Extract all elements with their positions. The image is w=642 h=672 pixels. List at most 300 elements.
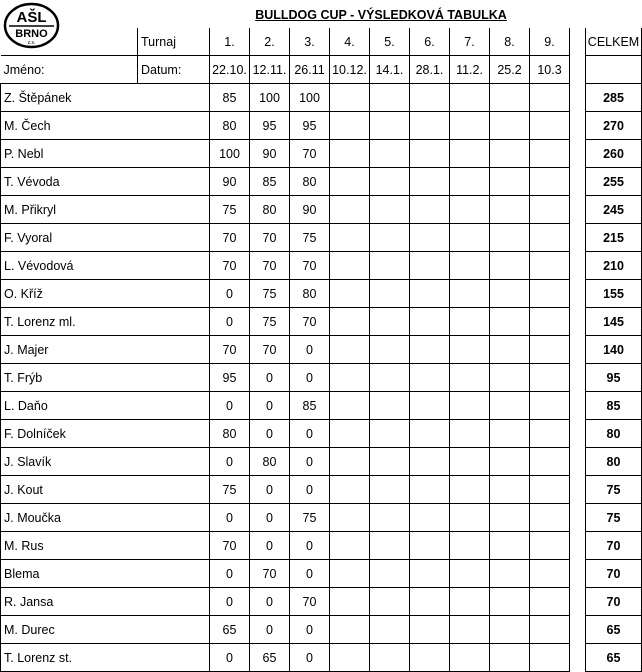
score-cell (530, 448, 570, 476)
score-cell (410, 392, 450, 420)
total-cell: 260 (586, 140, 642, 168)
score-cell: 80 (210, 112, 250, 140)
score-cell: 75 (250, 280, 290, 308)
blank-cell (138, 588, 210, 616)
score-cell (490, 392, 530, 420)
score-cell: 0 (210, 308, 250, 336)
score-cell (490, 84, 530, 112)
blank-cell (138, 616, 210, 644)
blank-cell (138, 420, 210, 448)
score-cell (490, 532, 530, 560)
score-cell (370, 588, 410, 616)
player-name: J. Moučka (1, 504, 138, 532)
score-cell (530, 252, 570, 280)
table-row (1, 644, 642, 672)
table-row (1, 532, 642, 560)
score-cell: 95 (210, 364, 250, 392)
total-cell: 210 (586, 252, 642, 280)
score-cell: 0 (290, 560, 330, 588)
player-name: M. Přikryl (1, 196, 138, 224)
score-cell: 0 (290, 448, 330, 476)
player-name: O. Kříž (1, 280, 138, 308)
header-row-rounds (1, 28, 642, 56)
spacer-cell (570, 616, 586, 644)
total-cell: 145 (586, 308, 642, 336)
spacer-cell (570, 448, 586, 476)
score-cell (450, 392, 490, 420)
score-cell (530, 532, 570, 560)
score-cell (490, 420, 530, 448)
total-cell: 255 (586, 168, 642, 196)
score-cell: 0 (210, 280, 250, 308)
table-row (1, 364, 642, 392)
score-cell: 0 (290, 476, 330, 504)
table-row (1, 308, 642, 336)
score-cell (450, 644, 490, 672)
date-header: 26.11 (290, 56, 330, 84)
score-cell: 0 (290, 532, 330, 560)
player-name: J. Kout (1, 476, 138, 504)
spacer-cell (570, 168, 586, 196)
score-cell (410, 308, 450, 336)
score-cell: 80 (250, 196, 290, 224)
score-cell (450, 280, 490, 308)
player-name: J. Majer (1, 336, 138, 364)
score-cell: 100 (210, 140, 250, 168)
player-name: F. Vyoral (1, 224, 138, 252)
score-cell: 0 (210, 588, 250, 616)
score-cell (490, 112, 530, 140)
score-cell: 70 (290, 252, 330, 280)
table-row (1, 336, 642, 364)
score-cell (490, 364, 530, 392)
score-cell (450, 476, 490, 504)
score-cell (330, 448, 370, 476)
score-cell (330, 560, 370, 588)
score-cell (450, 448, 490, 476)
date-header: 10.12. (330, 56, 370, 84)
score-cell (530, 196, 570, 224)
round-header: 5. (370, 28, 410, 56)
player-name: R. Jansa (1, 588, 138, 616)
score-cell (410, 616, 450, 644)
score-cell: 100 (290, 84, 330, 112)
score-cell (370, 448, 410, 476)
score-cell: 0 (250, 364, 290, 392)
spacer-cell (570, 224, 586, 252)
spacer-cell (570, 308, 586, 336)
player-name: M. Čech (1, 112, 138, 140)
score-cell: 70 (210, 336, 250, 364)
blank-cell (138, 532, 210, 560)
celkem-blank (586, 56, 642, 84)
score-cell (530, 280, 570, 308)
spacer-cell (570, 644, 586, 672)
score-cell (370, 140, 410, 168)
round-header: 2. (250, 28, 290, 56)
table-row (1, 560, 642, 588)
total-cell: 80 (586, 448, 642, 476)
score-cell: 95 (290, 112, 330, 140)
score-cell: 85 (210, 84, 250, 112)
score-cell: 0 (250, 532, 290, 560)
score-cell (530, 308, 570, 336)
score-cell: 0 (250, 588, 290, 616)
score-cell (370, 532, 410, 560)
score-cell (450, 308, 490, 336)
score-cell (410, 252, 450, 280)
score-cell (410, 336, 450, 364)
round-header: 9. (530, 28, 570, 56)
round-header: 3. (290, 28, 330, 56)
score-cell: 70 (290, 140, 330, 168)
score-cell (330, 644, 370, 672)
score-cell (410, 224, 450, 252)
score-cell: 65 (210, 616, 250, 644)
score-cell (330, 532, 370, 560)
score-cell (410, 448, 450, 476)
score-cell (450, 560, 490, 588)
score-cell: 90 (210, 168, 250, 196)
score-cell (490, 280, 530, 308)
score-cell (410, 560, 450, 588)
spacer-cell (570, 504, 586, 532)
page-title: BULLDOG CUP - VÝSLEDKOVÁ TABULKA (255, 8, 507, 22)
score-cell (490, 448, 530, 476)
total-cell: 85 (586, 392, 642, 420)
score-cell (490, 168, 530, 196)
spacer-cell (570, 84, 586, 112)
score-cell (530, 560, 570, 588)
blank-cell (138, 336, 210, 364)
total-cell: 70 (586, 560, 642, 588)
blank-cell (138, 448, 210, 476)
player-name: Blema (1, 560, 138, 588)
score-cell: 95 (250, 112, 290, 140)
score-cell (330, 616, 370, 644)
score-cell: 0 (290, 336, 330, 364)
score-cell: 70 (290, 308, 330, 336)
score-cell: 0 (210, 644, 250, 672)
celkem-header: CELKEM (586, 28, 642, 56)
score-cell (530, 364, 570, 392)
blank-cell (138, 308, 210, 336)
score-cell: 0 (250, 476, 290, 504)
score-cell (370, 168, 410, 196)
score-cell: 70 (210, 224, 250, 252)
score-cell (450, 504, 490, 532)
blank-cell (138, 364, 210, 392)
table-row (1, 280, 642, 308)
total-cell: 140 (586, 336, 642, 364)
player-name: T. Frýb (1, 364, 138, 392)
score-cell (410, 504, 450, 532)
blank-cell (138, 504, 210, 532)
score-cell (370, 308, 410, 336)
blank-cell (138, 280, 210, 308)
score-cell (490, 476, 530, 504)
table-row (1, 504, 642, 532)
score-cell (330, 196, 370, 224)
blank-cell (138, 84, 210, 112)
score-cell: 0 (210, 392, 250, 420)
score-cell (490, 560, 530, 588)
score-cell: 80 (290, 280, 330, 308)
score-cell (370, 84, 410, 112)
score-cell: 70 (250, 336, 290, 364)
blank-cell (138, 168, 210, 196)
score-cell (450, 588, 490, 616)
blank-cell (138, 252, 210, 280)
score-cell (330, 168, 370, 196)
spacer-cell (570, 280, 586, 308)
blank-cell (138, 560, 210, 588)
score-cell (490, 196, 530, 224)
score-cell (490, 644, 530, 672)
score-cell (370, 476, 410, 504)
player-name: T. Lorenz st. (1, 644, 138, 672)
score-cell (330, 224, 370, 252)
score-cell: 70 (250, 252, 290, 280)
score-cell (330, 588, 370, 616)
table-row (1, 252, 642, 280)
score-cell (370, 224, 410, 252)
score-cell (370, 560, 410, 588)
score-cell (530, 588, 570, 616)
score-cell (530, 336, 570, 364)
score-cell: 90 (250, 140, 290, 168)
score-cell (410, 532, 450, 560)
total-cell: 65 (586, 616, 642, 644)
score-cell: 75 (210, 476, 250, 504)
score-cell (330, 392, 370, 420)
score-cell (330, 420, 370, 448)
round-header: 6. (410, 28, 450, 56)
turnaj-label: Turnaj (138, 28, 210, 56)
total-cell: 70 (586, 588, 642, 616)
blank-cell (138, 476, 210, 504)
score-cell (450, 196, 490, 224)
spacer-cell (570, 140, 586, 168)
score-cell (530, 84, 570, 112)
score-cell: 0 (250, 420, 290, 448)
table-row (1, 196, 642, 224)
jmeno-label: Jméno: (1, 56, 138, 84)
score-cell (530, 616, 570, 644)
score-cell: 70 (250, 224, 290, 252)
date-header: 10.3 (530, 56, 570, 84)
score-cell (410, 196, 450, 224)
score-cell (450, 616, 490, 644)
round-header: 4. (330, 28, 370, 56)
score-cell (370, 420, 410, 448)
score-cell (490, 616, 530, 644)
score-cell (530, 420, 570, 448)
logo-text-zs: z.s. (27, 40, 36, 46)
score-cell (530, 140, 570, 168)
score-cell (450, 336, 490, 364)
spacer-cell (570, 392, 586, 420)
score-cell (410, 588, 450, 616)
score-cell: 80 (210, 420, 250, 448)
table-row (1, 420, 642, 448)
score-cell (530, 168, 570, 196)
score-cell (410, 364, 450, 392)
total-cell: 80 (586, 420, 642, 448)
score-cell: 70 (290, 588, 330, 616)
score-cell (370, 364, 410, 392)
score-cell (530, 504, 570, 532)
score-cell: 80 (250, 448, 290, 476)
score-cell (490, 504, 530, 532)
spacer-cell (570, 28, 586, 56)
score-cell (450, 252, 490, 280)
score-cell (330, 504, 370, 532)
score-cell (490, 336, 530, 364)
score-cell (330, 140, 370, 168)
score-cell (370, 196, 410, 224)
spacer-cell (570, 420, 586, 448)
score-cell (490, 588, 530, 616)
score-cell: 0 (210, 448, 250, 476)
score-cell (370, 336, 410, 364)
blank-cell (138, 392, 210, 420)
score-cell (490, 308, 530, 336)
blank-cell (138, 196, 210, 224)
score-cell (410, 168, 450, 196)
total-cell: 75 (586, 476, 642, 504)
spacer-cell (570, 336, 586, 364)
score-cell: 75 (250, 308, 290, 336)
score-cell (410, 112, 450, 140)
table-row (1, 140, 642, 168)
score-cell (490, 140, 530, 168)
player-name: M. Rus (1, 532, 138, 560)
score-cell: 0 (250, 392, 290, 420)
total-cell: 75 (586, 504, 642, 532)
table-row (1, 588, 642, 616)
table-row (1, 448, 642, 476)
score-cell: 0 (210, 504, 250, 532)
total-cell: 70 (586, 532, 642, 560)
spacer-cell (570, 56, 586, 84)
results-table (0, 28, 642, 672)
score-cell: 80 (290, 168, 330, 196)
score-cell (450, 420, 490, 448)
round-header: 1. (210, 28, 250, 56)
player-name: Z. Štěpánek (1, 84, 138, 112)
header-row-dates (1, 56, 642, 84)
logo-spacer (1, 28, 138, 56)
score-cell (370, 504, 410, 532)
score-cell: 0 (290, 616, 330, 644)
score-cell: 100 (250, 84, 290, 112)
spacer-cell (570, 364, 586, 392)
score-cell (450, 224, 490, 252)
score-cell (490, 252, 530, 280)
score-cell (370, 616, 410, 644)
score-cell (450, 84, 490, 112)
score-cell: 0 (210, 560, 250, 588)
date-header: 14.1. (370, 56, 410, 84)
score-cell (410, 140, 450, 168)
date-header: 22.10. (210, 56, 250, 84)
spacer-cell (570, 560, 586, 588)
score-cell (370, 392, 410, 420)
score-cell (410, 420, 450, 448)
blank-cell (138, 224, 210, 252)
player-name: F. Dolníček (1, 420, 138, 448)
player-name: L. Vévodová (1, 252, 138, 280)
score-cell: 85 (290, 392, 330, 420)
datum-label: Datum: (138, 56, 210, 84)
score-cell (330, 84, 370, 112)
score-cell: 65 (250, 644, 290, 672)
score-cell (330, 280, 370, 308)
table-row (1, 112, 642, 140)
player-name: T. Vévoda (1, 168, 138, 196)
player-name: T. Lorenz ml. (1, 308, 138, 336)
score-cell (410, 280, 450, 308)
round-header: 8. (490, 28, 530, 56)
logo-text-brno: BRNO (15, 28, 48, 40)
score-cell: 70 (210, 532, 250, 560)
score-cell (370, 112, 410, 140)
blank-cell (138, 644, 210, 672)
player-name: M. Durec (1, 616, 138, 644)
table-row (1, 224, 642, 252)
score-cell (450, 532, 490, 560)
score-cell: 75 (210, 196, 250, 224)
score-cell (370, 644, 410, 672)
score-cell (410, 476, 450, 504)
score-cell: 0 (290, 364, 330, 392)
score-cell (530, 224, 570, 252)
table-row (1, 84, 642, 112)
score-cell (450, 112, 490, 140)
score-cell (330, 476, 370, 504)
table-row (1, 168, 642, 196)
score-cell (530, 476, 570, 504)
score-cell (330, 364, 370, 392)
player-name: P. Nebl (1, 140, 138, 168)
spacer-cell (570, 476, 586, 504)
total-cell: 155 (586, 280, 642, 308)
player-name: L. Daňo (1, 392, 138, 420)
score-cell: 85 (250, 168, 290, 196)
score-cell (490, 224, 530, 252)
score-cell: 70 (210, 252, 250, 280)
score-cell: 0 (290, 644, 330, 672)
score-cell: 75 (290, 504, 330, 532)
player-name: J. Slavík (1, 448, 138, 476)
date-header: 28.1. (410, 56, 450, 84)
total-cell: 270 (586, 112, 642, 140)
spacer-cell (570, 196, 586, 224)
total-cell: 215 (586, 224, 642, 252)
score-cell (530, 644, 570, 672)
score-cell: 75 (290, 224, 330, 252)
score-cell (530, 392, 570, 420)
date-header: 12.11. (250, 56, 290, 84)
blank-cell (138, 140, 210, 168)
date-header: 11.2. (450, 56, 490, 84)
score-cell (410, 644, 450, 672)
round-header: 7. (450, 28, 490, 56)
score-cell: 0 (250, 504, 290, 532)
score-cell (450, 364, 490, 392)
score-cell: 0 (290, 420, 330, 448)
